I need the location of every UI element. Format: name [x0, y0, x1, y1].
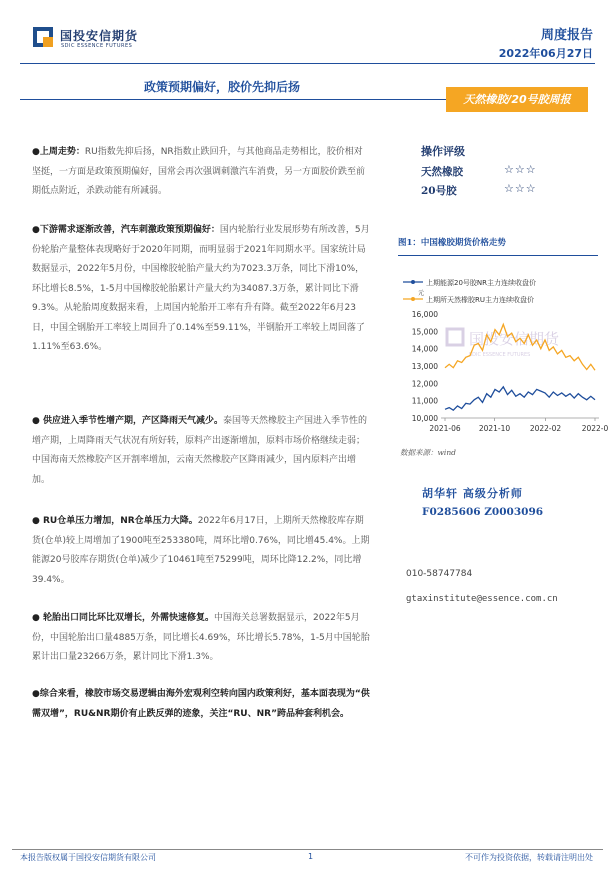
x-tick-label: 2022-02: [529, 424, 562, 433]
y-tick-label: 12,000: [411, 379, 438, 389]
paragraph-market-trend: [32, 143, 370, 202]
rating-name-nr20: 20号胶: [421, 185, 457, 197]
legend-marker-ru: [411, 297, 415, 301]
legend-label-ru: 上期所天然橡胶RU主力连续收盘价: [426, 296, 534, 304]
paragraph-lead: ● 轮胎出口同比环比双增长，外需快速修复。: [32, 613, 214, 623]
paragraph-demand: [32, 221, 370, 358]
rating-title: 操作评级: [421, 145, 465, 158]
x-tick-label: 2021-06: [429, 424, 461, 433]
footer-copyright: 本报告版权属于国投安信期货有限公司: [20, 853, 156, 862]
y-tick-label: 13,000: [411, 362, 438, 371]
footer-divider: [12, 849, 603, 850]
x-tick-label: 2021-10: [478, 424, 511, 433]
paragraph-text: 泰国等天然橡胶主产国进入季节性的增产期，上周降雨天气状况有所好转，原料产出逐渐增加，原料市场价格继续走弱；中国海南天然橡胶产区开割率增加，云南天然橡胶产区降雨减少，国内原料产出增加。: [32, 416, 368, 485]
page-headline: 政策预期偏好，胶价先抑后扬: [144, 80, 301, 94]
y-tick-label: 16,000: [411, 310, 438, 319]
analyst-phone: 010-58747784: [406, 569, 473, 579]
paragraph-exports: [32, 609, 370, 668]
paragraph-lead: ● 供应进入季节性增产期，产区降雨天气减少。: [32, 416, 223, 426]
x-tick-label: 2022-0: [581, 424, 609, 433]
paragraph-supply: [32, 412, 370, 490]
paragraph-text: 2022年6月17日，上期所天然橡胶库存期货(仓单)较上周增加了1900吨至253380吨，周环比增0.76%，同比增45.4%。上期能源20号胶库存期货(仓单)减少了10461吨至75299吨，周环比降12.2%，同比增39.4%。: [32, 516, 370, 585]
chart-watermark-en: SDIC ESSENCE FUTURES: [469, 352, 531, 358]
report-date: 2022年06月27日: [498, 47, 593, 60]
analyst-certificate: F0285606 Z0003096: [422, 506, 544, 518]
series-line-nr: [445, 387, 595, 410]
rating-name-natural-rubber: 天然橡胶: [421, 166, 463, 178]
figure-source: 数据来源：wind: [400, 448, 456, 457]
paragraph-text: 国内轮胎行业发展形势有所改善，5月份轮胎产量整体表现略好于2020年同期，而明显弱于2021年同期水平。国家统计局数据显示，2022年5月份，中国橡胶轮胎产量大约为7023.3万条，同比下滑10%，环比增长8.5%，1-5月中国橡胶轮胎累计产量大约为34087.3万条，累计同比下滑9.3%。从轮胎周度数据来看，上周国内轮胎开工率有升有降。截至2022年6月23日，中国全钢胎开工率较上周回升了0.14%至59.11%，半钢胎开工率较上周回落了1.11%至63.6%。: [32, 225, 370, 352]
y-tick-label: 15,000: [411, 327, 438, 337]
y-tick-label: 14,000: [411, 344, 438, 354]
analyst-name: 胡华轩 高级分析师: [422, 487, 523, 500]
header-divider: [20, 63, 595, 64]
report-banner: 天然橡胶/20号胶周报: [446, 87, 588, 112]
y-tick-label: 11,000: [411, 396, 438, 406]
price-trend-chart: [397, 262, 609, 442]
company-name: 国投安信期货: [60, 29, 139, 43]
footer-disclaimer: 不可作为投资依据，转载请注明出处: [465, 853, 593, 862]
rating-stars-nr20: ☆☆☆: [504, 182, 537, 195]
legend-label-nr: 上期能源20号胶NR主力连续收盘价: [426, 279, 537, 287]
paragraph-lead: ●上周走势：: [32, 147, 85, 157]
paragraph-lead: ●综合来看，橡胶市场交易逻辑由海外宏观利空转向国内政策利好，基本面表现为“供需双增”，RU&NR期价有止跌反弹的迹象，关注“RU、NR”跨品种套利机会。: [32, 689, 370, 719]
headline-divider: [20, 99, 446, 100]
company-name-en: SDIC ESSENCE FUTURES: [61, 43, 133, 49]
chart-unit-label: 元: [418, 290, 425, 297]
paragraph-text: RU指数先抑后扬，NR指数止跌回升，与其他商品走势相比，胶价相对坚挺，一方面是政策预期偏好，国常会再次强调刺激汽车消费，另一方面胶价跌至前期低点附近，杀跌动能有所减弱。: [32, 147, 366, 196]
figure-title: 图1：中国橡胶期货价格走势: [398, 238, 506, 248]
report-type: 周度报告: [540, 28, 593, 43]
figure-divider: [398, 255, 598, 256]
paragraph-inventory: [32, 512, 370, 590]
rating-stars-natural-rubber: ☆☆☆: [504, 163, 537, 176]
paragraph-lead: ● RU仓单压力增加，NR仓单压力大降。: [32, 516, 198, 526]
page-number: 1: [308, 852, 314, 861]
paragraph-text: 中国海关总署数据显示，2022年5月份，中国轮胎出口量4885万条，同比增长4.69%，环比增长5.78%，1-5月中国轮胎累计出口量23266万条，累计同比下滑1.3%。: [32, 613, 370, 662]
chart-axes: [412, 310, 609, 433]
paragraph-lead: ●下游需求逐渐改善，汽车刺激政策预期偏好：: [32, 225, 220, 235]
legend-marker-nr: [411, 280, 415, 284]
company-logo-icon: [33, 27, 53, 47]
paragraph-summary: [32, 685, 370, 724]
watermark-logo-icon: [447, 329, 463, 345]
analyst-email: gtaxinstitute@essence.com.cn: [406, 594, 558, 604]
y-tick-label: 10,000: [411, 414, 438, 423]
chart-watermark: 国投安信期货: [469, 330, 560, 348]
